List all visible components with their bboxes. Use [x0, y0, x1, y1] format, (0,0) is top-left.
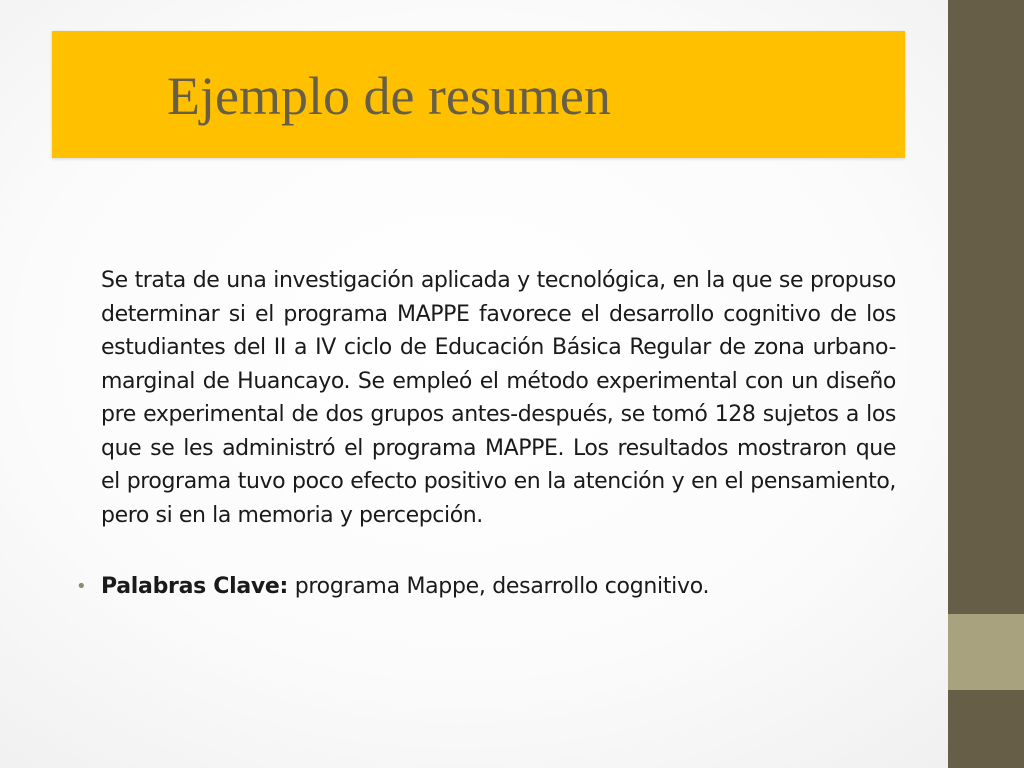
bullet-icon: • [76, 576, 87, 597]
slide-content [78, 264, 896, 603]
keywords-label: Palabras Clave: [101, 574, 289, 599]
keywords-bullet-item [78, 570, 896, 603]
slide-title: Ejemplo de resumen [167, 66, 611, 126]
title-band [52, 31, 905, 158]
keywords-value: programa Mappe, desarrollo cognitivo. [288, 574, 710, 599]
abstract-paragraph: Se trata de una investigación aplicada y tecnológica, en la que se propuso determinar si el programa MAPPE favorece el desarrollo cognitivo de los estudiantes del II a IV ciclo de Educación Básica Regular de zona urbano-marginal de Huancayo. Se empleó el método experimental con un diseño pre experimental de dos grupos antes-después, se tomó 128 sujetos a los que se les administró el programa MAPPE. Los resultados mostraron que el programa tuvo poco efecto positivo en la atención y en el pensamiento, pero si en la memoria y percepción. [101, 268, 896, 528]
decorative-side-bar-accent [948, 614, 1024, 690]
